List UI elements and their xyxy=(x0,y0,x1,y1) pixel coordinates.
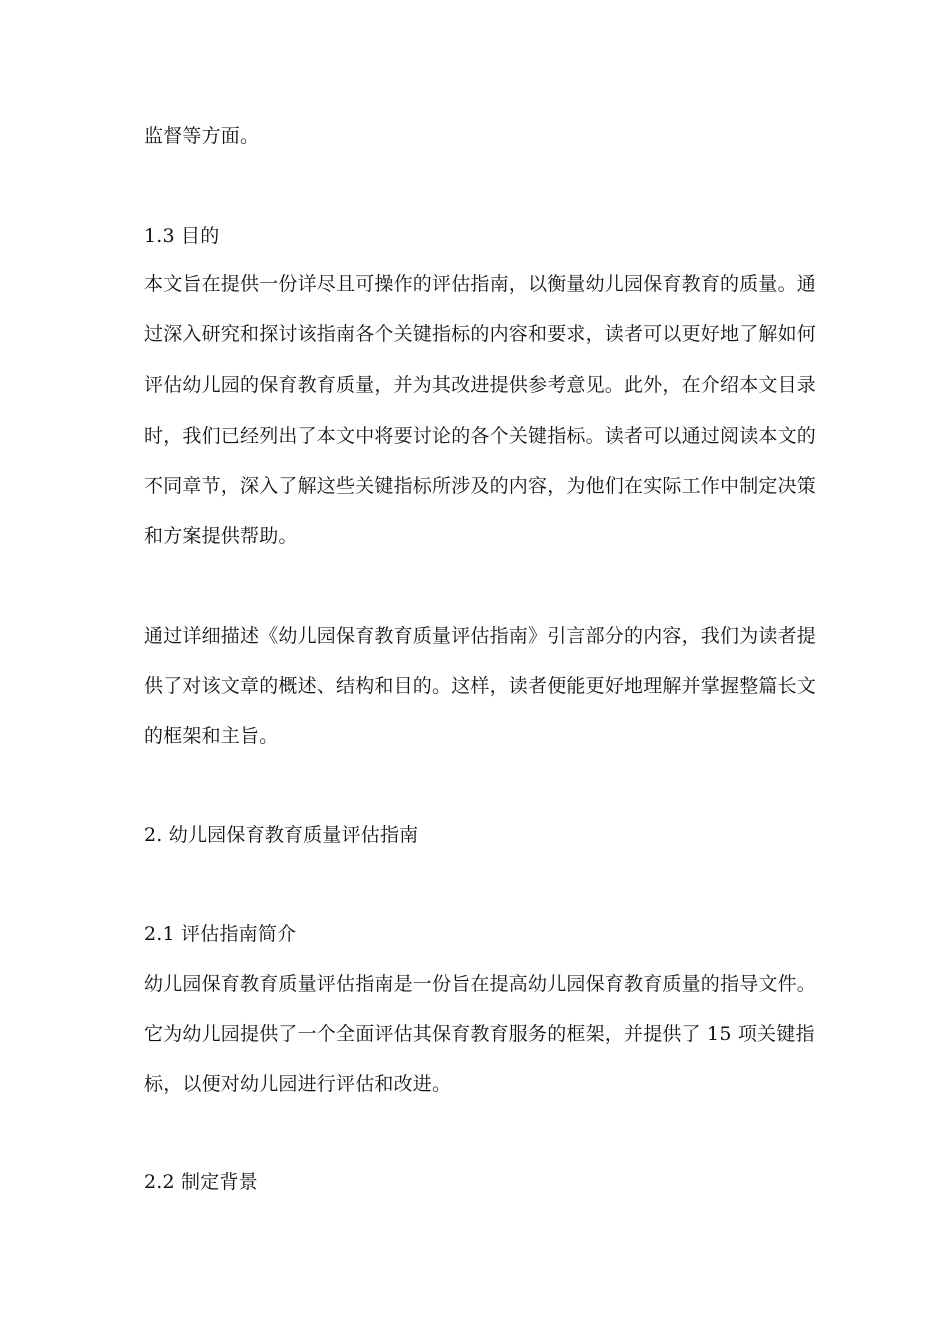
section-heading-2: 2. 幼儿园保育教育质量评估指南 xyxy=(144,824,419,846)
paragraph-line: 幼儿园保育教育质量评估指南是一份旨在提高幼儿园保育教育质量的指导文件。 xyxy=(144,973,817,995)
paragraph-line: 通过详细描述《幼儿园保育教育质量评估指南》引言部分的内容，我们为读者提 xyxy=(144,625,817,647)
paragraph-line: 时，我们已经列出了本文中将要讨论的各个关键指标。读者可以通过阅读本文的 xyxy=(144,425,817,447)
paragraph-line: 评估幼儿园的保育教育质量，并为其改进提供参考意见。此外，在介绍本文目录 xyxy=(144,374,817,396)
section-heading-1-3: 1.3 目的 xyxy=(144,225,220,247)
paragraph-line: 和方案提供帮助。 xyxy=(144,525,298,547)
paragraph-line: 它为幼儿园提供了一个全面评估其保育教育服务的框架，并提供了 15 项关键指 xyxy=(144,1023,815,1045)
paragraph-line: 标，以便对幼儿园进行评估和改进。 xyxy=(144,1073,452,1095)
paragraph-line: 的框架和主旨。 xyxy=(144,725,279,747)
paragraph-line: 本文旨在提供一份详尽且可操作的评估指南，以衡量幼儿园保育教育的质量。通 xyxy=(144,273,817,295)
paragraph-line: 过深入研究和探讨该指南各个关键指标的内容和要求，读者可以更好地了解如何 xyxy=(144,323,817,345)
paragraph-line: 供了对该文章的概述、结构和目的。这样，读者便能更好地理解并掌握整篇长文 xyxy=(144,675,817,697)
paragraph-line: 不同章节，深入了解这些关键指标所涉及的内容，为他们在实际工作中制定决策 xyxy=(144,475,817,497)
section-heading-2-2: 2.2 制定背景 xyxy=(144,1171,258,1193)
section-heading-2-1: 2.1 评估指南简介 xyxy=(144,923,297,945)
paragraph-continuation: 监督等方面。 xyxy=(144,125,260,147)
